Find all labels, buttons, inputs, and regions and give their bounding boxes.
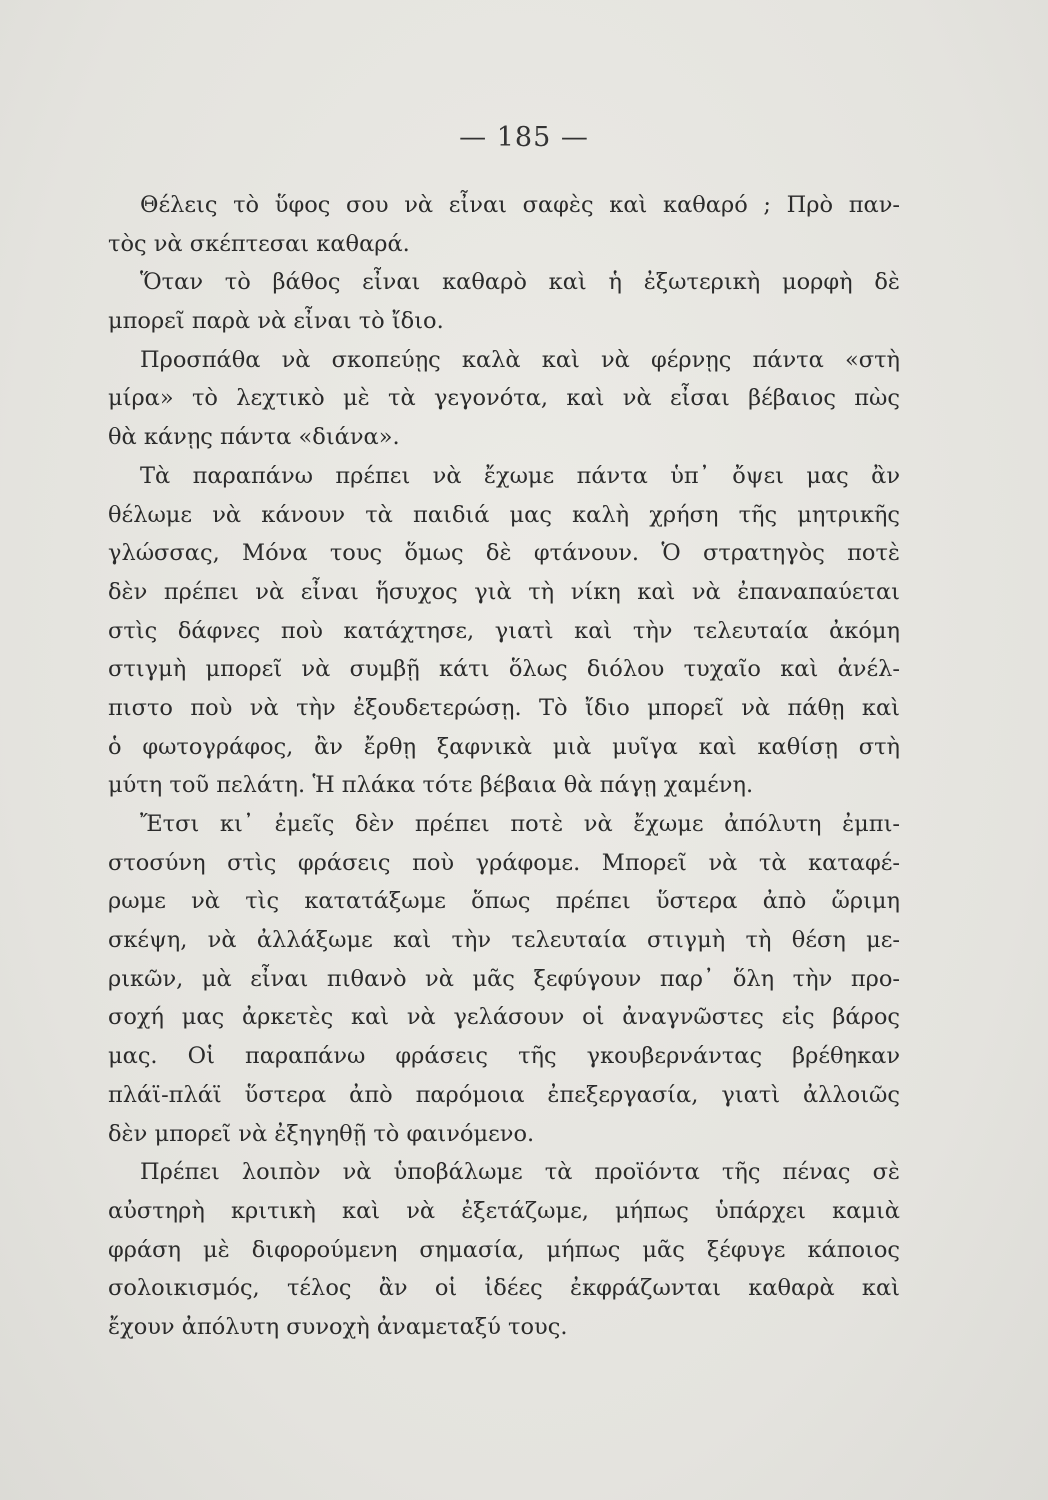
text-line: στὶς δάφνες ποὺ κατάχτησε, γιατὶ καὶ τὴν τελευταία ἀκόμη (108, 617, 900, 644)
text-line: ρωμε νὰ τὶς κατατάξωμε ὅπως πρέπει ὕστερα ἀπὸ ὥριμη (108, 888, 900, 915)
text-line: ἔχουν ἀπόλυτη συνοχὴ ἀναμεταξύ τους. (108, 1313, 568, 1340)
text-line: σοχή μας ἀρκετὲς καὶ νὰ γελάσουν οἱ ἀναγνῶστες εἰς βάρος (108, 1004, 900, 1031)
text-line: σολοικισμός, τέλος ἂν οἱ ἰδέες ἐκφράζωνται καθαρὰ καὶ (108, 1275, 900, 1302)
text-line: θὰ κάνῃς πάντα «διάνα». (108, 424, 400, 451)
text-line: Τὰ παραπάνω πρέπει νὰ ἔχωμε πάντα ὑπ᾽ ὄψει μας ἂν (140, 462, 900, 489)
text-line: δὲν πρέπει νὰ εἶναι ἥσυχος γιὰ τὴ νίκη καὶ νὰ ἐπαναπαύεται (108, 578, 900, 605)
text-line: πλάϊ-πλάϊ ὕστερα ἀπὸ παρόμοια ἐπεξεργασία, γιατὶ ἀλλοιῶς (108, 1081, 900, 1108)
text-line: Ὅταν τὸ βάθος εἶναι καθαρὸ καὶ ἡ ἐξωτερικὴ μορφὴ δὲ (140, 269, 900, 296)
text-line: Ἔτσι κι᾽ ἐμεῖς δὲν πρέπει ποτὲ νὰ ἔχωμε ἀπόλυτη ἐμπι- (140, 811, 900, 837)
text-line: ὁ φωτογράφος, ἂν ἔρθῃ ξαφνικὰ μιὰ μυῖγα καὶ καθίσῃ στὴ (108, 733, 900, 760)
text-line: τὸς νὰ σκέπτεσαι καθαρά. (108, 230, 410, 257)
text-line: γλώσσας, Μόνα τους ὅμως δὲ φτάνουν. Ὁ στρατηγὸς ποτὲ (108, 540, 900, 567)
text-line: δὲν μπορεῖ νὰ ἐξηγηθῇ τὸ φαινόμενο. (108, 1120, 535, 1147)
text-line: μπορεῖ παρὰ νὰ εἶναι τὸ ἴδιο. (108, 308, 444, 335)
body-text (108, 186, 900, 1347)
text-line: Θέλεις τὸ ὕφος σου νὰ εἶναι σαφὲς καὶ καθαρό ; Πρὸ παν- (140, 192, 900, 218)
text-line: Προσπάθα νὰ σκοπεύῃς καλὰ καὶ νὰ φέρνῃς πάντα «στὴ (140, 346, 900, 373)
text-line: ρικῶν, μὰ εἶναι πιθανὸ νὰ μᾶς ξεφύγουν παρ᾽ ὅλη τὴν προ- (108, 965, 900, 992)
text-line: στοσύνη στὶς φράσεις ποὺ γράφομε. Μπορεῖ νὰ τὰ καταφέ- (108, 849, 900, 876)
text-line: φράση μὲ διφορούμενη σημασία, μήπως μᾶς ξέφυγε κάποιος (108, 1236, 900, 1263)
text-line: Πρέπει λοιπὸν νὰ ὑποβάλωμε τὰ προϊόντα τῆς πένας σὲ (140, 1159, 900, 1186)
text-line: πιστο ποὺ νὰ τὴν ἐξουδετερώσῃ. Τὸ ἴδιο μπορεῖ νὰ πάθῃ καὶ (108, 694, 900, 721)
text-line: θέλωμε νὰ κάνουν τὰ παιδιά μας καλὴ χρήση τῆς μητρικῆς (108, 501, 900, 528)
text-line: μας. Οἱ παραπάνω φράσεις τῆς γκουβερνάντας βρέθηκαν (108, 1043, 900, 1070)
text-line: μίρα» τὸ λεχτικὸ μὲ τὰ γεγονότα, καὶ νὰ εἶσαι βέβαιος πὼς (108, 385, 900, 412)
text-line: στιγμὴ μπορεῖ νὰ συμβῇ κάτι ὅλως διόλου τυχαῖο καὶ ἀνέλ- (108, 656, 900, 683)
text-line: μύτη τοῦ πελάτη. Ἡ πλάκα τότε βέβαια θὰ πάγῃ χαμένη. (108, 772, 754, 799)
text-line: σκέψη, νὰ ἀλλάξωμε καὶ τὴν τελευταία στιγμὴ τὴ θέση με- (108, 927, 900, 954)
text-line: αὐστηρὴ κριτικὴ καὶ νὰ ἐξετάζωμε, μήπως ὑπάρχει καμιὰ (108, 1197, 900, 1224)
page-number: — 185 — (459, 122, 589, 153)
